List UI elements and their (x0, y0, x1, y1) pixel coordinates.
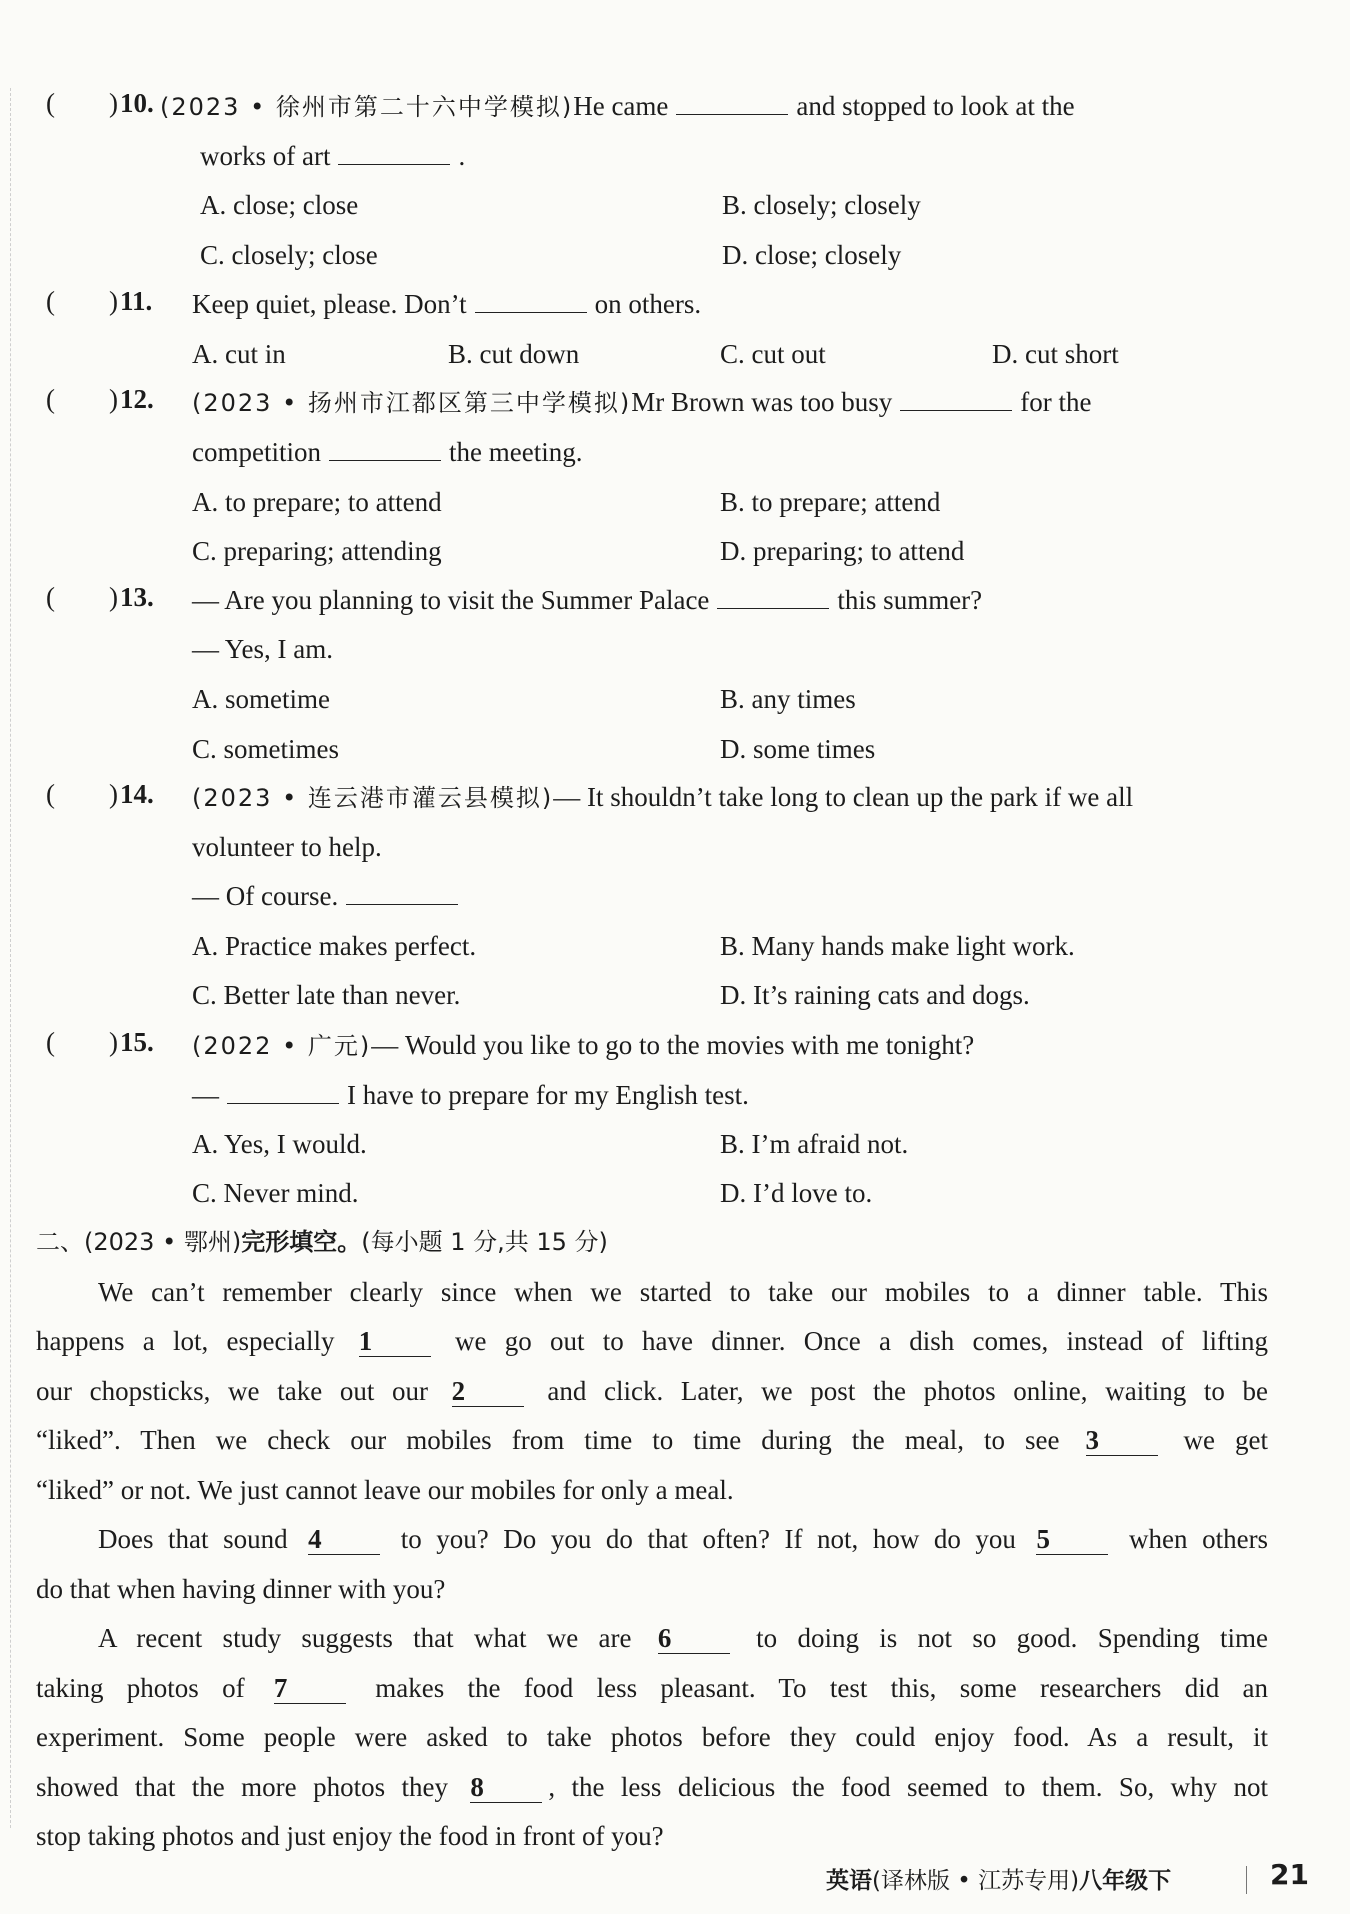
option-b[interactable]: B. closely; closely (722, 190, 921, 220)
question-source: (2023 • 徐州市第二十六中学模拟) (160, 93, 574, 121)
passage-text: and click. Later, we post the photos online, waiting to be (547, 1376, 1269, 1406)
cloze-blank-7[interactable]: 7 (274, 1673, 346, 1704)
cloze-blank-3[interactable]: 3 (1086, 1425, 1158, 1456)
footer-grade: 八年级下 (1079, 1868, 1172, 1894)
passage-line (36, 1373, 1268, 1409)
page-number: 21 (1270, 1858, 1309, 1891)
cloze-blank-2[interactable]: 2 (452, 1376, 524, 1407)
option-d[interactable]: D. preparing; to attend (720, 536, 965, 566)
passage-line: stop taking photos and just enjoy the food in front of you? (36, 1821, 664, 1851)
option-c[interactable]: C. Never mind. (192, 1178, 359, 1208)
passage-text: showed that the more photos they (36, 1772, 448, 1802)
stem-text: works of art (200, 141, 331, 171)
passage-text: to doing is not so good. Spending time (756, 1623, 1269, 1653)
answer-blank[interactable] (329, 434, 441, 461)
option-c[interactable]: C. closely; close (200, 240, 378, 270)
answer-blank[interactable] (900, 384, 1012, 411)
stem-text: Keep quiet, please. Don’t (192, 289, 467, 319)
binding-margin-line (10, 88, 12, 1828)
question-number: 13. (120, 582, 154, 612)
answer-blank[interactable] (475, 286, 587, 313)
dialogue-reply: — Yes, I am. (192, 634, 334, 664)
option-c[interactable]: C. cut out (720, 339, 826, 369)
option-d[interactable]: D. It’s raining cats and dogs. (720, 980, 1030, 1010)
option-a[interactable]: A. Yes, I would. (192, 1129, 367, 1159)
stem-text: — Are you planning to visit the Summer Palace (192, 585, 710, 615)
answer-paren[interactable]: ( ) (46, 286, 118, 316)
question-stem-cont (192, 434, 582, 470)
question-stem (192, 384, 1091, 421)
option-d[interactable]: D. cut short (992, 339, 1119, 369)
stem-text: this summer? (837, 585, 983, 615)
page-footer (826, 1862, 1171, 1895)
section-prefix: 二、(2023 • 鄂州) (36, 1228, 242, 1256)
passage-line: experiment. Some people were asked to take photos before they could enjoy food. As a result, it (36, 1722, 1268, 1752)
passage-text: taking photos of (36, 1673, 245, 1703)
stem-text: — It shouldn’t take long to clean up the park if we all (553, 782, 1134, 812)
answer-blank[interactable] (338, 138, 450, 165)
stem-text: — Would you like to go to the movies with me tonight? (371, 1030, 975, 1060)
passage-line (36, 1422, 1268, 1458)
passage-line (36, 1323, 1268, 1359)
answer-blank[interactable] (227, 1077, 339, 1104)
dialogue-reply (192, 1077, 749, 1113)
stem-text: for the (1020, 387, 1092, 417)
stem-text: the meeting. (448, 437, 583, 467)
stem-text: — Of course. (192, 881, 339, 911)
option-b[interactable]: B. Many hands make light work. (720, 931, 1075, 961)
passage-text: Does that sound (98, 1524, 288, 1554)
passage-line: “liked” or not. We just cannot leave our mobiles for only a meal. (36, 1475, 734, 1505)
passage-line (98, 1620, 1268, 1656)
question-stem (192, 779, 1133, 816)
footer-edition: (译林版 • 江苏专用) (872, 1868, 1080, 1894)
question-stem-cont: volunteer to help. (192, 832, 382, 862)
stem-text: He came (573, 91, 669, 121)
passage-line (36, 1670, 1268, 1706)
footer-divider (1246, 1866, 1247, 1894)
stem-text: . (458, 141, 466, 171)
dialogue-reply (192, 878, 466, 914)
passage-text: “liked”. Then we check our mobiles from time to time during the meal, to see (36, 1425, 1060, 1455)
answer-blank[interactable] (676, 88, 788, 115)
passage-line: We can’t remember clearly since when we started to take our mobiles to a dinner table. This (98, 1277, 1268, 1307)
passage-text: when others (1129, 1524, 1269, 1554)
cloze-blank-1[interactable]: 1 (359, 1326, 431, 1357)
option-b[interactable]: B. I’m afraid not. (720, 1129, 909, 1159)
stem-text: — (192, 1080, 219, 1110)
question-number: 11. (120, 286, 153, 316)
answer-blank[interactable] (346, 878, 458, 905)
option-c[interactable]: C. preparing; attending (192, 536, 442, 566)
option-b[interactable]: B. cut down (448, 339, 580, 369)
answer-paren[interactable]: ( ) (46, 88, 118, 118)
passage-text: happens a lot, especially (36, 1326, 335, 1356)
section-note: (每小题 1 分,共 15 分) (361, 1228, 608, 1256)
stem-text: I have to prepare for my English test. (347, 1080, 749, 1110)
passage-text: we go out to have dinner. Once a dish comes, instead of lifting (454, 1326, 1268, 1356)
answer-paren[interactable]: ( ) (46, 384, 118, 414)
question-source: (2023 • 扬州市江都区第三中学模拟) (192, 389, 632, 417)
option-c[interactable]: C. sometimes (192, 734, 339, 764)
option-b[interactable]: B. to prepare; attend (720, 487, 941, 517)
answer-blank[interactable] (717, 582, 829, 609)
option-d[interactable]: D. I’d love to. (720, 1178, 873, 1208)
passage-text: to you? Do you do that often? If not, how do you (400, 1524, 1016, 1554)
answer-paren[interactable]: ( ) (46, 779, 118, 809)
cloze-blank-5[interactable]: 5 (1036, 1524, 1108, 1555)
question-stem (192, 286, 701, 322)
question-number: 10. (120, 88, 154, 118)
question-stem (192, 1027, 974, 1064)
option-a[interactable]: A. Practice makes perfect. (192, 931, 477, 961)
passage-text: , the less delicious the food seemed to them. So, why not (548, 1772, 1268, 1802)
question-number: 12. (120, 384, 154, 414)
stem-text: competition (192, 437, 321, 467)
stem-text: Mr Brown was too busy (631, 387, 893, 417)
passage-line (98, 1521, 1268, 1557)
option-c[interactable]: C. Better late than never. (192, 980, 461, 1010)
cloze-blank-6[interactable]: 6 (658, 1623, 730, 1654)
question-stem-cont (200, 138, 465, 174)
question-stem (192, 582, 982, 618)
passage-line (36, 1769, 1268, 1805)
question-number: 14. (120, 779, 154, 809)
passage-text: we get (1183, 1425, 1268, 1455)
option-d[interactable]: D. some times (720, 734, 876, 764)
cloze-blank-8[interactable]: 8 (470, 1772, 542, 1803)
passage-line: do that when having dinner with you? (36, 1574, 446, 1604)
answer-paren[interactable]: ( ) (46, 582, 118, 612)
option-a[interactable]: A. sometime (192, 684, 330, 714)
stem-text: on others. (594, 289, 702, 319)
passage-text: A recent study suggests that what we are (98, 1623, 632, 1653)
option-b[interactable]: B. any times (720, 684, 856, 714)
question-number: 15. (120, 1027, 154, 1057)
question-source: (2022 • 广元) (192, 1032, 372, 1060)
passage-text: our chopsticks, we take out our (36, 1376, 428, 1406)
cloze-blank-4[interactable]: 4 (308, 1524, 380, 1555)
option-d[interactable]: D. close; closely (722, 240, 902, 270)
question-source: (2023 • 连云港市灌云县模拟) (192, 784, 554, 812)
section-title: 完形填空。 (241, 1228, 362, 1256)
passage-text: makes the food less pleasant. To test this, some researchers did an (375, 1673, 1269, 1703)
answer-paren[interactable]: ( ) (46, 1027, 118, 1057)
question-stem (160, 88, 1075, 125)
option-a[interactable]: A. close; close (200, 190, 359, 220)
footer-subject: 英语 (826, 1868, 872, 1894)
stem-text: and stopped to look at the (796, 91, 1075, 121)
option-a[interactable]: A. cut in (192, 339, 286, 369)
option-a[interactable]: A. to prepare; to attend (192, 487, 442, 517)
section-heading (36, 1224, 608, 1260)
